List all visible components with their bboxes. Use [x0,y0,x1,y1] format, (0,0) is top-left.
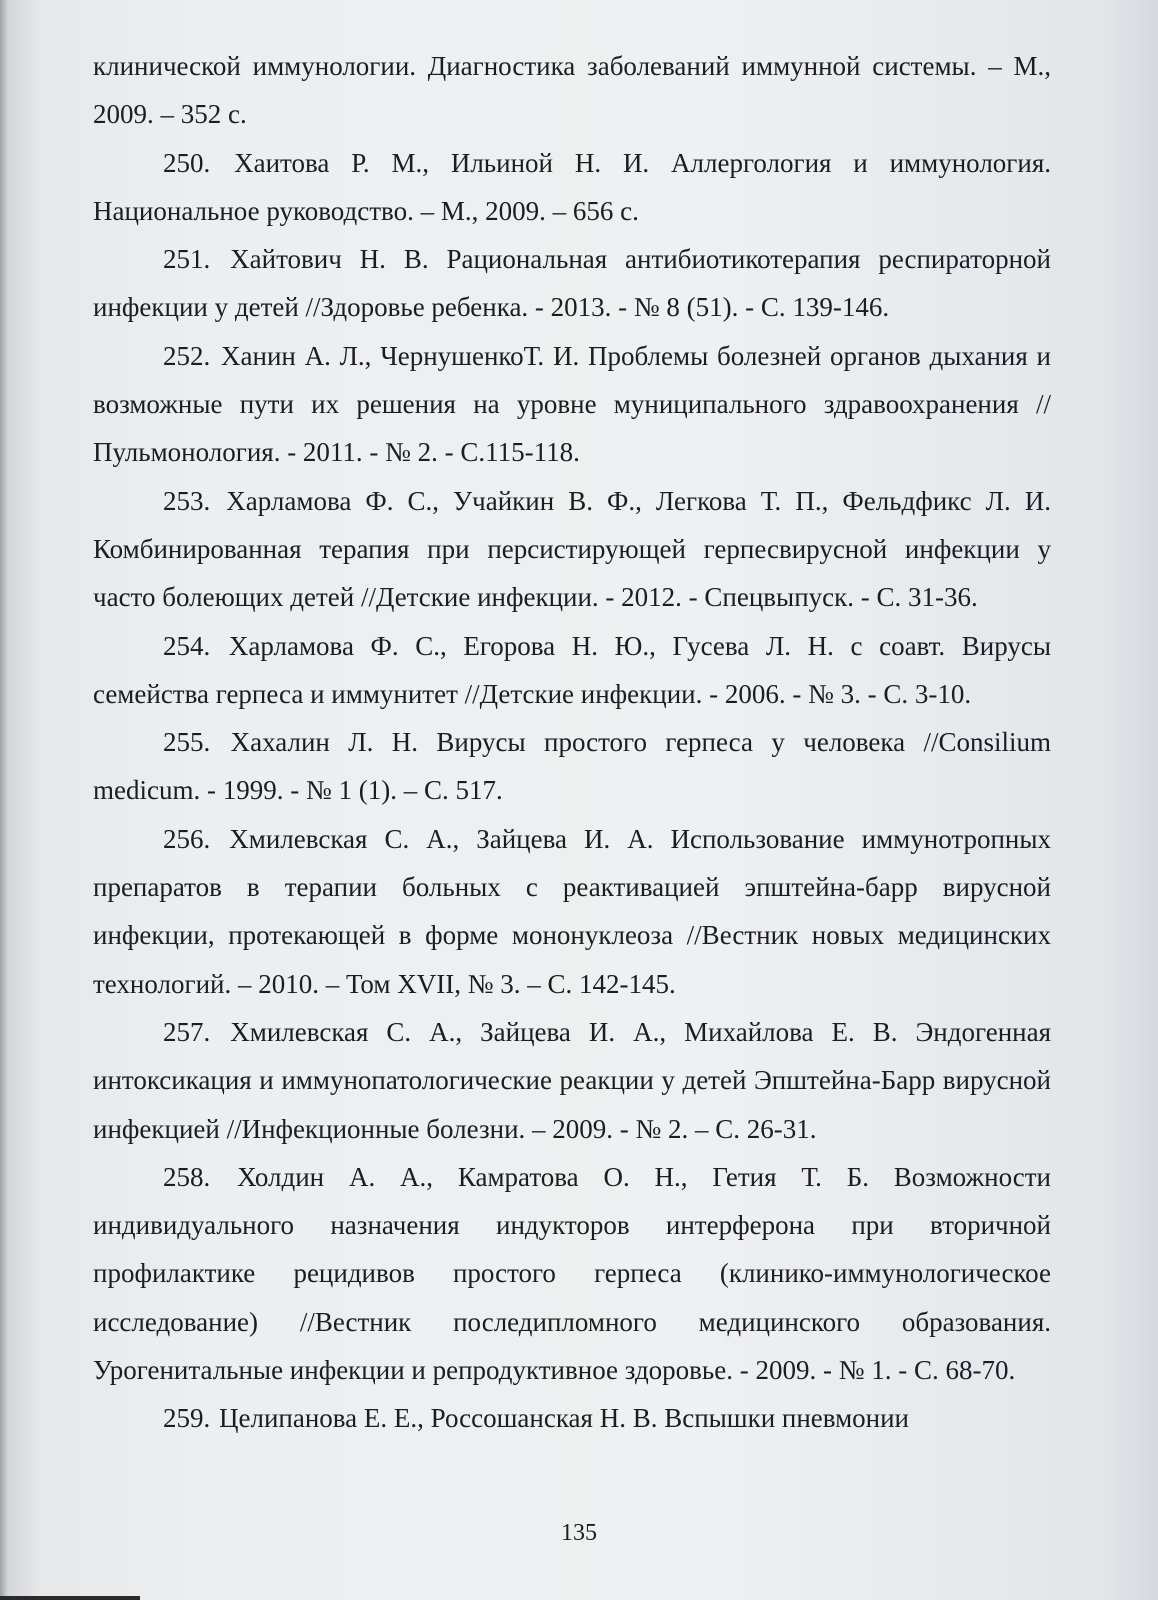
page-number: 135 [561,1520,597,1546]
reference-number: 254. [163,630,211,661]
page-edge-shadow [0,0,8,1600]
reference-number: 259. [163,1403,211,1434]
reference-text: Хаитова Р. М., Ильиной Н. И. Аллергология и иммунология. Национальное руководство. – М., 2009. – 656 с. [93,147,1051,226]
reference-text: Целипанова Е. Е., Россошанская Н. В. Вспышки пневмонии [219,1403,910,1434]
reference-number: 251. [163,244,211,275]
reference-number: 257. [163,1016,211,1047]
reference-text: Хахалин Л. Н. Вирусы простого герпеса у человека //Consilium medicum. - 1999. - № 1 (1). – С. 517. [93,727,1051,806]
reference-number: 250. [163,147,211,178]
reference-item [93,332,1051,477]
reference-text: Холдин А. А., Камратова О. Н., Гетия Т. Б. Возможности индивидуального назначения индукторов интерферона при вторичной профилактике рецидивов простого герпеса (клинико-иммунологическое исследование) //Вестник последипломного медицинского образования. Урогенитальные инфекции и репродуктивное здоровье. - 2009. - № 1. - С. 68-70. [93,1161,1052,1386]
reference-text: Ханин А. Л., ЧернушенкоТ. И. Проблемы болезней органов дыхания и возможные пути их решения на уровне муниципального здравоохранения //Пульмонология. - 2011. - № 2. - С.115-118. [93,340,1052,468]
reference-number: 255. [163,727,211,758]
reference-item [93,477,1051,622]
reference-text: Хмилевская С. А., Зайцева И. А., Михайлова Е. В. Эндогенная интоксикация и иммунопатологические реакции у детей Эпштейна-Барр вирусной инфекцией //Инфекционные болезни. – 2009. - № 2. – С. 26-31. [93,1016,1052,1144]
reference-text: Хмилевская С. А., Зайцева И. А. Использование иммунотропных препаратов в терапии больных с реактивацией эпштейна-барр вирусной инфекции, протекающей в форме мононуклеоза //Вестник новых медицинских технологий. – 2010. – Том XVII, № 3. – С. 142-145. [93,823,1052,999]
reference-text: Хайтович Н. В. Рациональная антибиотикотерапия респираторной инфекции у детей //Здоровье ребенка. - 2013. - № 8 (51). - С. 139-146. [93,244,1051,323]
reference-number: 253. [163,485,211,516]
reference-number: 258. [163,1161,211,1192]
reference-text: Харламова Ф. С., Учайкин В. Ф., Легкова Т. П., Фельдфикс Л. И. Комбинированная терапия при персистирующей герпесвирусной инфекции у часто болеющих детей //Детские инфекции. - 2012. - Спецвыпуск. - С. 31-36. [93,485,1051,613]
reference-item [93,1153,1051,1394]
reference-number: 252. [163,340,211,371]
reference-item [93,622,1051,719]
reference-item [93,1394,1051,1442]
reference-item [93,815,1051,1008]
reference-number: 256. [163,823,211,854]
reference-list [93,42,1051,1443]
scan-edge-mark [0,1596,140,1600]
reference-text: Харламова Ф. С., Егорова Н. Ю., Гусева Л. Н. с соавт. Вирусы семейства герпеса и иммунитет //Детские инфекции. - 2006. - № 3. - С. 3-10. [93,630,1051,709]
reference-item [93,139,1051,236]
reference-item [93,718,1051,815]
reference-continuation: клинической иммунологии. Диагностика заболеваний иммунной системы. – М., 2009. – 352 с. [93,51,1051,130]
reference-item [93,1008,1051,1153]
reference-item [93,235,1051,332]
